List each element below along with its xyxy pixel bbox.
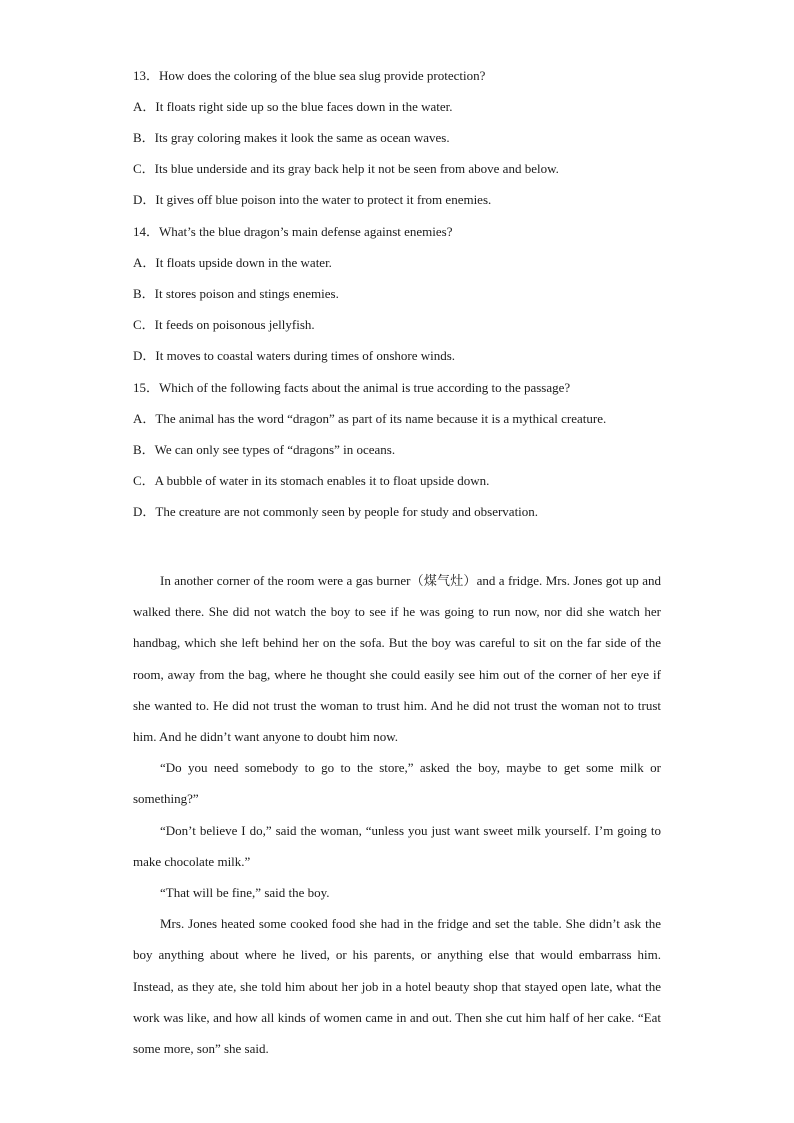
question-15-option-d: D．The creature are not commonly seen by people for study and observation. xyxy=(133,504,539,519)
passage-paragraph: “That will be fine,” said the boy. xyxy=(160,885,330,901)
question-15-stem: 15．Which of the following facts about the animal is true according to the passage? xyxy=(133,380,571,395)
question-15-option-b: B．We can only see types of “dragons” in oceans. xyxy=(133,442,396,457)
question-14-option-c: C．It feeds on poisonous jellyfish. xyxy=(133,317,315,332)
question-14-option-b: B．It stores poison and stings enemies. xyxy=(133,286,339,301)
question-13-stem: 13．How does the coloring of the blue sea slug provide protection? xyxy=(133,68,486,83)
passage-paragraph: “Do you need somebody to go to the store,” asked the boy, maybe to get some milk or something?” xyxy=(133,760,661,807)
question-13-option-c: C．Its blue underside and its gray back help it not be seen from above and below. xyxy=(133,161,559,176)
question-14-option-a: A．It floats upside down in the water. xyxy=(133,255,332,270)
reading-passage xyxy=(133,565,661,1064)
passage-paragraph: In another corner of the room were a gas burner（煤气灶）and a fridge. Mrs. Jones got up and walked there. She did not watch the boy to see if he was going to run now, nor did she watch her handbag, which she left behind her on the sofa. But the boy was careful to sit on the far side of the room, away from the bag, where he thought she could easily see him out of the corner of her eye if she wanted to. He did not trust the woman to trust him. And he did not trust the woman not to trust him. And he didn’t want anyone to doubt him now. xyxy=(133,573,661,745)
question-13-option-a: A．It floats right side up so the blue faces down in the water. xyxy=(133,99,453,114)
passage-paragraph: Mrs. Jones heated some cooked food she had in the fridge and set the table. She didn’t ask the boy anything about where he lived, or his parents, or anything else that would embarrass him. Instead, as they ate, she told him about her job in a hotel beauty shop that stayed open late, what the work was like, and how all kinds of women came in and out. Then she cut him half of her cake. “Eat some more, son” she said. xyxy=(133,916,661,1057)
question-15-option-a: A．The animal has the word “dragon” as part of its name because it is a mythical creature. xyxy=(133,411,607,426)
question-14-stem: 14．What’s the blue dragon’s main defense against enemies? xyxy=(133,224,453,239)
question-15-option-c: C．A bubble of water in its stomach enables it to float upside down. xyxy=(133,473,490,488)
passage-paragraph: “Don’t believe I do,” said the woman, “unless you just want sweet milk yourself. I’m going to make chocolate milk.” xyxy=(133,822,661,869)
question-14-option-d: D．It moves to coastal waters during times of onshore winds. xyxy=(133,348,456,363)
question-13-option-d: D．It gives off blue poison into the water to protect it from enemies. xyxy=(133,192,492,207)
question-13-option-b: B．Its gray coloring makes it look the same as ocean waves. xyxy=(133,130,450,145)
